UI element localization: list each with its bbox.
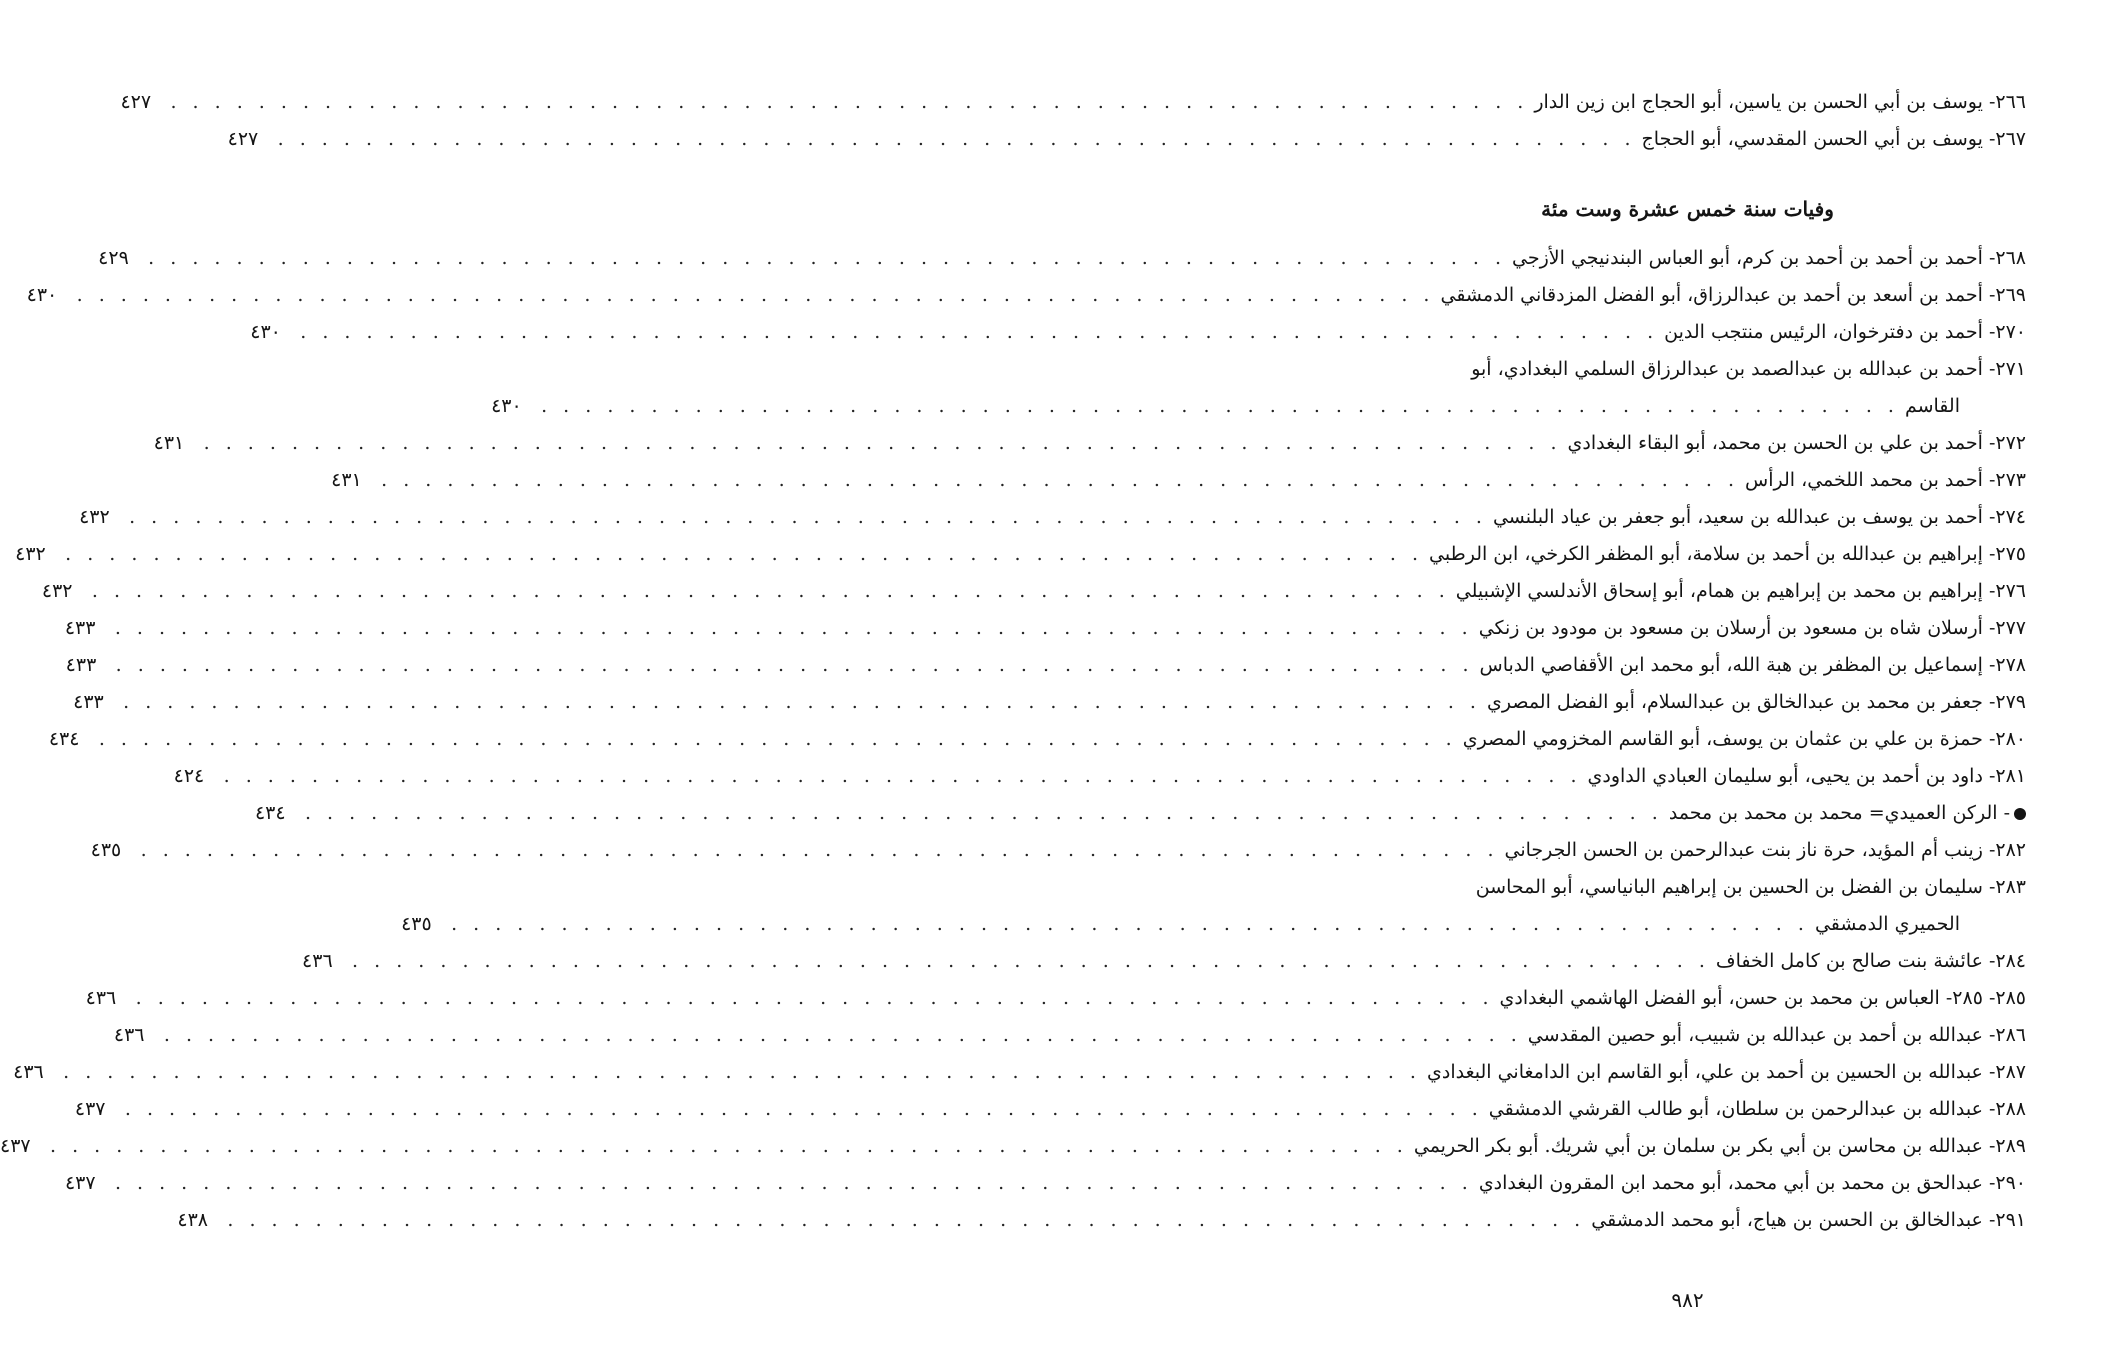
entry-title — [1588, 758, 2027, 795]
entry-page-number: ٤٣٦ — [85, 987, 117, 1009]
leader-dots — [541, 388, 1899, 425]
entry-page-number: ٤٣٦ — [13, 1061, 44, 1083]
entry-number: ٢٨١- — [1982, 765, 2026, 787]
leader-dots — [170, 84, 1528, 121]
entry-text: أرسلان شاه بن مسعود بن أرسلان بن مسعود بن مودود بن زنكي — [1478, 617, 1983, 639]
entry-page-number: ٤٣٦ — [302, 950, 333, 972]
index-entry — [254, 795, 2026, 832]
entry-page-number: ٤٣٤ — [254, 802, 286, 824]
entry-number: ٢٧٥- — [1982, 543, 2026, 565]
leader-dots — [278, 121, 1636, 158]
leader-dots — [115, 1165, 1473, 1202]
entry-number: ٢٦٦- — [1982, 91, 2026, 113]
entry-page-number: ٤٣٢ — [41, 580, 73, 602]
leader-dots — [227, 1202, 1585, 1239]
entry-number: ٢٨٠- — [1982, 728, 2026, 750]
index-list-main — [0, 240, 2026, 1239]
entry-text: عائشة بنت صالح بن كامل الخفاف — [1715, 950, 1983, 972]
entry-title — [1716, 943, 2026, 980]
index-entry-continuation — [491, 388, 2026, 425]
entry-page-number: ٤٣٧ — [64, 1172, 96, 1194]
leader-dots — [63, 1054, 1421, 1091]
index-entry — [1284, 869, 2026, 906]
entry-text: يوسف بن أبي الحسن المقدسي، أبو الحجاج — [1641, 128, 1983, 150]
leader-dots — [77, 277, 1435, 314]
entry-number: ٢٦٧- — [1982, 128, 2026, 150]
entry-number: ٢٦٩- — [1982, 284, 2026, 306]
entry-title — [1528, 1017, 2026, 1054]
index-entry-continuation — [401, 906, 2026, 943]
entry-number: ٢٨٢- — [1982, 839, 2026, 861]
entry-page-number: ٤٢٧ — [227, 128, 259, 150]
entry-text: عبدالله بن عبدالرحمن بن سلطان، أبو طالب القرشي الدمشقي — [1488, 1098, 1983, 1120]
index-entry — [250, 314, 2026, 351]
entry-number: ٢٨٤- — [1982, 950, 2026, 972]
entry-title — [1471, 351, 2026, 388]
entry-text: عبدالله بن محاسن بن أبي بكر بن سلمان بن أبي شريك. أبو بكر الحريمي — [1413, 1135, 1983, 1157]
entry-page-number: ٤٣٣ — [73, 691, 104, 713]
index-entry — [48, 721, 2026, 758]
entry-number: ٢٧٣- — [1982, 469, 2026, 491]
entry-text: حمزة بن علي بن عثمان بن يوسف، أبو القاسم المخزومي المصري — [1462, 728, 1983, 750]
entry-number: ٢٧٦- — [1982, 580, 2026, 602]
entry-title — [1487, 684, 2026, 721]
entry-number: ٢٨٦- — [1982, 1024, 2026, 1046]
entry-page-number: ٤٣٢ — [15, 543, 46, 565]
entry-text: زينب أم المؤيد، حرة ناز بنت عبدالرحمن بن الحسن الجرجاني — [1504, 839, 1983, 861]
entry-title — [1505, 832, 2026, 869]
index-entry — [64, 1165, 2026, 1202]
entry-number: ٢٧٢- — [1982, 432, 2026, 454]
entry-title — [1642, 121, 2026, 158]
leader-dots — [148, 240, 1506, 277]
entry-text: عبدالله بن أحمد بن عبدالله بن شبيب، أبو حصين المقدسي — [1527, 1024, 1983, 1046]
index-entry — [331, 462, 2026, 499]
index-entry — [113, 1017, 2026, 1054]
entry-title — [1479, 610, 2026, 647]
entry-number: ٢٧٧- — [1982, 617, 2026, 639]
entry-text: أحمد بن أسعد بن أحمد بن عبدالرزاق، أبو الفضل المزدقاني الدمشقي — [1440, 284, 1983, 306]
index-entry — [41, 573, 2026, 610]
entry-title — [1664, 314, 2026, 351]
entry-page-number: ٤٣٠ — [250, 321, 281, 343]
leader-dots — [352, 943, 1710, 980]
entry-number: ٢٨٧- — [1982, 1061, 2026, 1083]
leader-dots — [300, 314, 1658, 351]
entry-page-number: ٤٣١ — [331, 469, 362, 491]
entry-title — [1456, 573, 2026, 610]
leader-dots — [305, 795, 1663, 832]
entry-page-number: ٤٣٠ — [491, 395, 522, 417]
entry-page-number: ٤٣٧ — [74, 1098, 106, 1120]
leader-dots — [116, 647, 1474, 684]
entry-number: ٢٨٩- — [1982, 1135, 2026, 1157]
entry-page-number: ٤٣٥ — [401, 913, 432, 935]
entry-title — [1480, 647, 2026, 684]
index-entry — [74, 1091, 2026, 1128]
entry-text: أحمد بن عبدالله بن عبدالصمد بن عبدالرزاق السلمي البغدادي، أبو — [1471, 358, 1983, 380]
entry-title — [1476, 869, 2026, 906]
entry-title — [1489, 1091, 2026, 1128]
index-entry — [177, 1202, 2026, 1239]
entry-text: عبدالله بن الحسين بن أحمد بن علي، أبو القاسم ابن الدامغاني البغدادي — [1426, 1061, 1983, 1083]
entry-page-number: ٤٣٤ — [48, 728, 80, 750]
entry-number: ٢٧٤- — [1982, 506, 2026, 528]
entry-text: عبدالخالق بن الحسن بن هياج، أبو محمد الدمشقي — [1591, 1209, 1983, 1231]
leader-dots — [141, 832, 1499, 869]
index-entry — [173, 758, 2026, 795]
entry-number: ٢٦٨- — [1982, 247, 2026, 269]
leader-dots — [451, 906, 1809, 943]
leader-dots — [65, 536, 1423, 573]
leader-dots — [204, 425, 1562, 462]
entry-title — [1427, 1054, 2026, 1091]
index-entry — [1284, 351, 2026, 388]
index-entry — [79, 499, 2026, 536]
entry-title — [1479, 1165, 2026, 1202]
entry-text: عبدالحق بن محمد بن أبي محمد، أبو محمد ابن المقرون البغدادي — [1478, 1172, 1983, 1194]
leader-dots — [129, 499, 1487, 536]
entry-text: جعفر بن محمد بن عبدالخالق بن عبدالسلام، أبو الفضل المصري — [1486, 691, 1983, 713]
entry-page-number: ٤٣٣ — [65, 654, 97, 676]
entry-text: إبراهيم بن محمد بن إبراهيم بن همام، أبو إسحاق الأندلسي الإشبيلي — [1455, 580, 1983, 602]
entry-page-number: ٤٣٧ — [0, 1135, 31, 1157]
index-entry — [15, 536, 2026, 573]
entry-page-number: ٤٣٣ — [64, 617, 96, 639]
entry-text: إبراهيم بن عبدالله بن أحمد بن سلامة، أبو المظفر الكرخي، ابن الرطبي — [1429, 543, 1983, 565]
leader-dots — [123, 684, 1481, 721]
leader-dots — [164, 1017, 1522, 1054]
entry-number: ٢٧١- — [1982, 358, 2026, 380]
entry-title — [1493, 499, 2026, 536]
index-entry — [153, 425, 2026, 462]
entry-text: داود بن أحمد بن يحيى، أبو سليمان العبادي الداودي — [1587, 765, 1983, 787]
entry-number: ٢٨٥- — [1982, 987, 2026, 1009]
entry-number: ٢٧٩- — [1982, 691, 2026, 713]
entry-page-number: ٤٢٧ — [120, 91, 152, 113]
leader-dots — [92, 573, 1450, 610]
entry-text: أحمد بن دفترخوان، الرئيس منتجب الدين — [1664, 321, 1983, 343]
entry-page-number: ٤٣٢ — [79, 506, 110, 528]
entry-text: أحمد بن محمد اللخمي، الرأس — [1745, 469, 1983, 491]
entry-page-number: ٤٣٦ — [113, 1024, 145, 1046]
bullet-icon — [2014, 808, 2026, 820]
leader-dots — [381, 462, 1739, 499]
entry-title: الحميري الدمشقي — [1814, 913, 1960, 935]
entry-number: ٢٨٨- — [1982, 1098, 2026, 1120]
entry-title — [1591, 1202, 2026, 1239]
index-entry — [302, 943, 2026, 980]
leader-dots — [224, 758, 1582, 795]
leader-dots — [115, 610, 1473, 647]
page-number: ٩٨٢ — [1671, 1288, 1704, 1312]
entry-number: ٢٩١- — [1982, 1209, 2026, 1231]
entry-text: سليمان بن الفضل بن الحسين بن إبراهيم البانياسي، أبو المحاسن — [1475, 876, 1983, 898]
entry-page-number: ٤٢٩ — [98, 247, 129, 269]
entry-text: إسماعيل بن المظفر بن هبة الله، أبو محمد ابن الأقفاصي الدباس — [1479, 654, 1983, 676]
index-entry — [13, 1054, 2026, 1091]
entry-page-number: ٤٣٠ — [26, 284, 58, 306]
entry-number: ٢٧٨- — [1982, 654, 2026, 676]
entry-page-number: ٤٢٤ — [173, 765, 205, 787]
index-entry — [120, 84, 2026, 121]
section-heading: وفيات سنة خمس عشرة وست مئة — [1541, 197, 1834, 221]
entry-title — [1414, 1128, 2026, 1165]
entry-number: ٢٨٣- — [1982, 876, 2026, 898]
index-entry — [0, 1128, 2026, 1165]
index-entry — [90, 832, 2026, 869]
leader-dots — [99, 721, 1457, 758]
entry-text: أحمد بن يوسف بن عبدالله بن سعيد، أبو جعفر بن عياد البلنسي — [1492, 506, 1983, 528]
index-entry — [65, 647, 2026, 684]
entry-title — [1669, 795, 2026, 832]
entry-text: ٢٨٥- العباس بن محمد بن حسن، أبو الفضل الهاشمي البغدادي — [1499, 987, 1983, 1009]
entry-title — [1440, 277, 2026, 314]
entry-title — [1429, 536, 2026, 573]
entry-number: ٢٩٠- — [1982, 1172, 2026, 1194]
leader-dots — [136, 980, 1494, 1017]
entry-number: ٢٧٠- — [1982, 321, 2026, 343]
entry-page-number: ٤٣٥ — [90, 839, 122, 861]
leader-dots — [50, 1128, 1408, 1165]
entry-title — [1500, 980, 2026, 1017]
entry-title — [1512, 240, 2026, 277]
index-entry — [64, 610, 2026, 647]
entry-page-number: ٤٣٨ — [177, 1209, 208, 1231]
index-list-top — [120, 84, 2026, 158]
entry-text: الركن العميدي= محمد بن محمد بن محمد — [1668, 802, 1998, 824]
entry-title — [1463, 721, 2026, 758]
entry-title: القاسم — [1904, 395, 1960, 417]
entry-page-number: ٤٣١ — [153, 432, 185, 454]
leader-dots — [125, 1091, 1483, 1128]
entry-number: - — [1997, 802, 2010, 824]
index-entry — [26, 277, 2026, 314]
entry-text: أحمد بن أحمد بن أحمد بن كرم، أبو العباس البندنيجي الأزجي — [1512, 247, 1983, 269]
entry-title — [1568, 425, 2027, 462]
entry-text: أحمد بن علي بن الحسن بن محمد، أبو البقاء البغدادي — [1567, 432, 1983, 454]
index-entry — [98, 240, 2026, 277]
entry-title — [1745, 462, 2026, 499]
index-entry — [227, 121, 2026, 158]
index-entry — [85, 980, 2026, 1017]
entry-title — [1534, 84, 2026, 121]
index-entry — [73, 684, 2026, 721]
entry-text: يوسف بن أبي الحسن بن ياسين، أبو الحجاج ابن زين الدار — [1534, 91, 1983, 113]
